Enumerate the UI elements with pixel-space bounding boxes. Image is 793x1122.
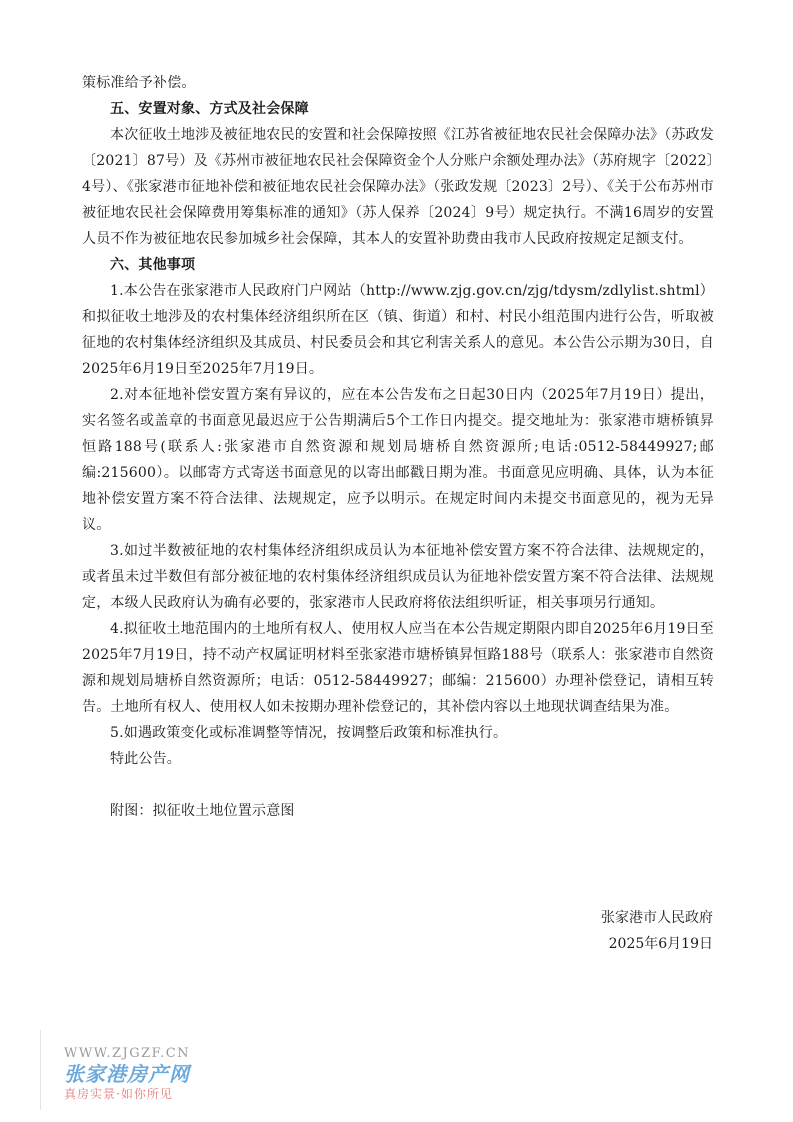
issue-date: 2025年6月19日: [608, 936, 713, 952]
paragraph-item-3: 3.如过半数被征地的农村集体经济组织成员认为本征地补偿安置方案不符合法律、法规规定的，或者虽未过半数但有部分被征地的农村集体经济组织成员认为征地补偿安置方案不符合法律、法规规定，本级人民政府认为确有必要的，张家港市人民政府将依法组织听证，相关事项另行通知。: [82, 543, 714, 611]
paragraph-item-2: 2.对本征地补偿安置方案有异议的，应在本公告发布之日起30日内（2025年7月19日）提出，实名签名或盖章的书面意见最迟应于公告期满后5个工作日内提交。提交地址为：张家港市塘桥镇昇恒路188号(联系人:张家港市自然资源和规划局塘桥自然资源所;电话:0512-58449927;邮编:215600）。以邮寄方式寄送书面意见的以寄出邮戳日期为准。书面意见应明确、具体，认为本征地补偿安置方案不符合法律、法规规定，应予以明示。在规定时间内未提交书面意见的，视为无异议。: [82, 387, 714, 533]
paragraph-continuation: 策标准给予补偿。: [82, 75, 196, 91]
margin-line: [40, 1030, 41, 1110]
paragraph-social-security: 本次征收土地涉及被征地农民的安置和社会保障按照《江苏省被征地农民社会保障办法》（苏政发〔2021〕87号）及《苏州市被征地农民社会保障资金个人分账户余额处理办法》（苏府规字〔2022〕4号）、《张家港市征地补偿和被征地农民社会保障办法》（张政发规〔2023〕2号）、《关于公布苏州市被征地农民社会保障费用筹集标准的通知》（苏人保养〔2024〕9号）规定执行。不满16周岁的安置人员不作为被征地农民参加城乡社会保障，其本人的安置补助费由我市人民政府按规定足额支付。: [82, 127, 714, 247]
section-heading-other-matters: 六、其他事项: [110, 257, 196, 273]
paragraph-item-5: 5.如遇政策变化或标准调整等情况，按调整后政策和标准执行。: [110, 725, 508, 741]
watermark-site-name: 张家港房产网: [64, 1062, 190, 1086]
paragraph-item-1: 1.本公告在张家港市人民政府门户网站（http://www.zjg.gov.cn/zjg/tdysm/zdlylist.shtml）和拟征收土地涉及的农村集体经济组织所在区（镇、街道）和村、村民小组范围内进行公告，听取被征地的农村集体经济组织及其成员、村民委员会和其它利害关系人的意见。本公告公示期为30日，自2025年6月19日至2025年7月19日。: [82, 283, 714, 377]
signature-block: [493, 905, 713, 957]
watermark-url: WWW.ZJGZF.CN: [64, 1046, 191, 1061]
watermark-logo: [64, 1046, 214, 1102]
document-body: [82, 70, 714, 824]
watermark-slogan: 真房实景·如你所见: [64, 1087, 173, 1101]
section-heading-resettlement: 五、安置对象、方式及社会保障: [110, 101, 309, 117]
issuer-name: 张家港市人民政府: [601, 910, 713, 926]
paragraph-closing: 特此公告。: [110, 751, 181, 767]
attachment-note: 附图：拟征收土地位置示意图: [110, 803, 295, 819]
paragraph-item-4: 4.拟征收土地范围内的土地所有权人、使用权人应当在本公告规定期限内即自2025年6月19日至2025年7月19日，持不动产权属证明材料至张家港市塘桥镇昇恒路188号（联系人：张家港市自然资源和规划局塘桥自然资源所；电话：0512-58449927；邮编：215600）办理补偿登记，请相互转告。土地所有权人、使用权人如未按期办理补偿登记的，其补偿内容以土地现状调查结果为准。: [82, 621, 714, 715]
